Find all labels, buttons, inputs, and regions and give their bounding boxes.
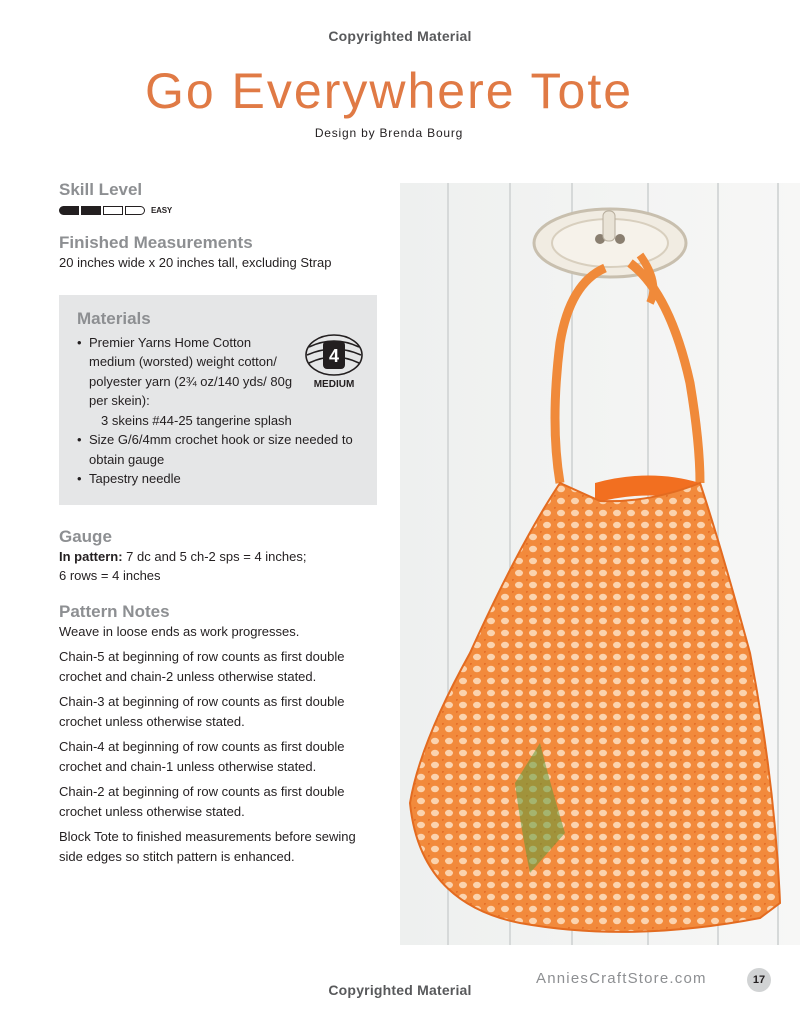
gauge-section <box>59 527 377 586</box>
finished-measurements-heading: Finished Measurements <box>59 233 253 252</box>
page-title: Go Everywhere Tote <box>144 63 634 119</box>
pattern-note: Chain-3 at beginning of row counts as first double crochet unless otherwise stated. <box>59 694 345 729</box>
skill-segment-3 <box>103 206 123 215</box>
wall-hook <box>534 209 686 277</box>
skill-level-indicator <box>59 206 377 215</box>
pattern-note: Block Tote to finished measurements before sewing side edges so stitch pattern is enhanced. <box>59 829 356 864</box>
copyright-notice-bottom: Copyrighted Material <box>328 982 472 998</box>
list-bullet: • <box>77 471 82 486</box>
yarn-weight-label: MEDIUM <box>313 378 355 390</box>
skill-segment-1 <box>59 206 79 215</box>
materials-item-text: Size G/6/4mm crochet hook or size needed to obtain gauge <box>89 432 353 467</box>
gauge-text <box>59 547 377 567</box>
materials-item-text: Premier Yarns Home Cotton medium (worsted) weight cotton/ polyester yarn (2¾ oz/140 yds/ 80g per skein): <box>89 334 293 408</box>
materials-subitem-text: 3 skeins #44-25 tangerine splash <box>101 412 292 428</box>
skill-level-section <box>59 180 377 215</box>
materials-item-text: Tapestry needle <box>89 471 181 486</box>
pattern-note: Chain-4 at beginning of row counts as first double crochet and chain-1 unless otherwise stated. <box>59 739 345 774</box>
tote-photo <box>400 183 800 945</box>
gauge-heading: Gauge <box>59 526 112 546</box>
materials-item-hook <box>77 430 365 469</box>
tote-photo-illustration <box>400 183 800 945</box>
gauge-rows-text: 6 rows = 4 inches <box>59 568 161 583</box>
skill-level-label: EASY <box>151 206 172 215</box>
materials-subitem-skeins <box>77 411 365 431</box>
skill-segment-2 <box>81 206 101 215</box>
designer-byline: Design by Brenda Bourg <box>314 126 464 140</box>
pattern-note: Chain-5 at beginning of row counts as first double crochet and chain-2 unless otherwise stated. <box>59 649 345 684</box>
finished-measurements-section <box>59 233 377 273</box>
skill-level-heading: Skill Level <box>59 180 143 199</box>
skill-segment-4 <box>125 206 145 215</box>
list-bullet: • <box>77 432 82 447</box>
gauge-label: In pattern: <box>59 548 123 564</box>
materials-item-yarn <box>77 333 365 411</box>
materials-item-needle <box>77 469 365 489</box>
pattern-notes-section <box>59 602 377 867</box>
list-bullet: • <box>77 334 82 350</box>
finished-measurements-text: 20 inches wide x 20 inches tall, excluding Strap <box>59 255 332 270</box>
pattern-note: Weave in loose ends as work progresses. <box>59 623 300 639</box>
materials-heading: Materials <box>77 308 151 328</box>
page-number: 17 <box>747 968 771 992</box>
website-link[interactable]: AnniesCraftStore.com <box>536 970 707 987</box>
pattern-note: Chain-2 at beginning of row counts as first double crochet unless otherwise stated. <box>59 784 345 819</box>
materials-list <box>77 333 365 489</box>
pattern-notes-heading: Pattern Notes <box>59 601 170 621</box>
copyright-notice-top: Copyrighted Material <box>328 28 472 44</box>
pattern-details-column <box>59 180 377 872</box>
gauge-value: 7 dc and 5 ch-2 sps = 4 inches; <box>122 548 307 564</box>
materials-panel <box>59 295 377 505</box>
yarn-weight-number: 4 <box>328 345 340 366</box>
